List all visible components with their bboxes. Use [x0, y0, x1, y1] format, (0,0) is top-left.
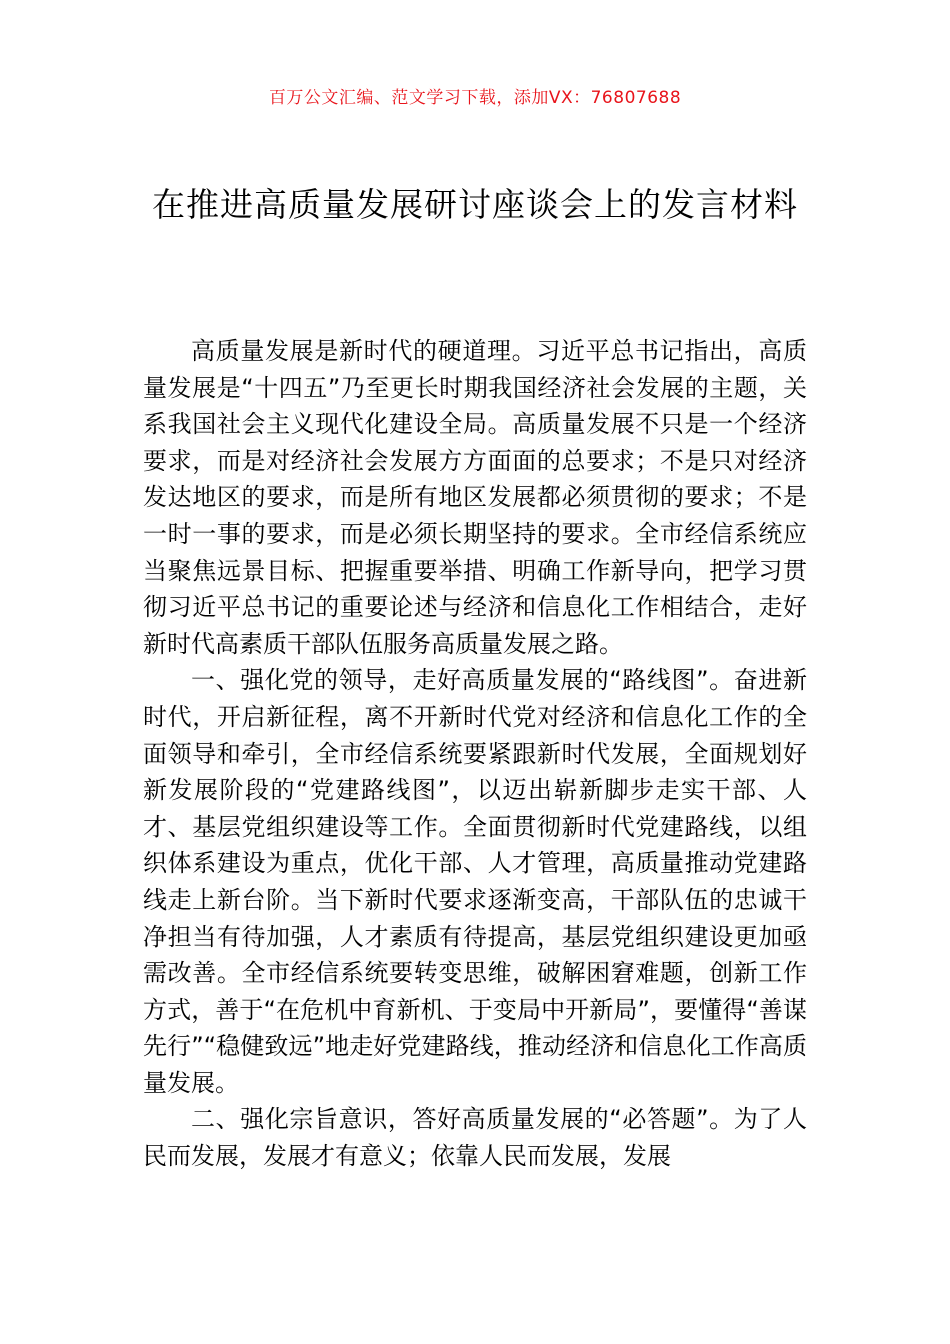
body-paragraph-intro: 高质量发展是新时代的硬道理。习近平总书记指出，高质量发展是“十四五”乃至更长时期我国经济社会发展的主题，关系我国社会主义现代化建设全局。高质量发展不只是一个经济要求，而是对经济社会发展方方面面的总要求；不是只对经济发达地区的要求，而是所有地区发展都必须贯彻的要求；不是一时一事的要求，而是必须长期坚持的要求。全市经信系统应当聚焦远景目标、把握重要举措、明确工作新导向，把学习贯彻习近平总书记的重要论述与经济和信息化工作相结合，走好新时代高素质干部队伍服务高质量发展之路。: [143, 337, 807, 658]
document-body: [143, 333, 807, 1175]
header-watermark-note: 百万公文汇编、范文学习下载，添加VX：76807688: [268, 88, 682, 108]
body-paragraph-section-1: 一、强化党的领导，走好高质量发展的“路线图”。奋进新时代，开启新征程，离不开新时代党对经济和信息化工作的全面领导和牵引，全市经信系统要紧跟新时代发展，全面规划好新发展阶段的“党建路线图”，以迈出崭新脚步走实干部、人才、基层党组织建设等工作。全面贯彻新时代党建路线，以组织体系建设为重点，优化干部、人才管理，高质量推动党建路线走上新台阶。当下新时代要求逐渐变高，干部队伍的忠诚干净担当有待加强，人才素质有待提高，基层党组织建设更加亟需改善。全市经信系统要转变思维，破解困窘难题，创新工作方式，善于“在危机中育新机、于变局中开新局”，要懂得“善谋先行”“稳健致远”地走好党建路线，推动经济和信息化工作高质量发展。: [143, 666, 807, 1097]
body-paragraph-section-2: 二、强化宗旨意识，答好高质量发展的“必答题”。为了人民而发展，发展才有意义；依靠人民而发展，发展: [143, 1105, 807, 1171]
document-title: 在推进高质量发展研讨座谈会上的发言材料: [152, 185, 798, 224]
